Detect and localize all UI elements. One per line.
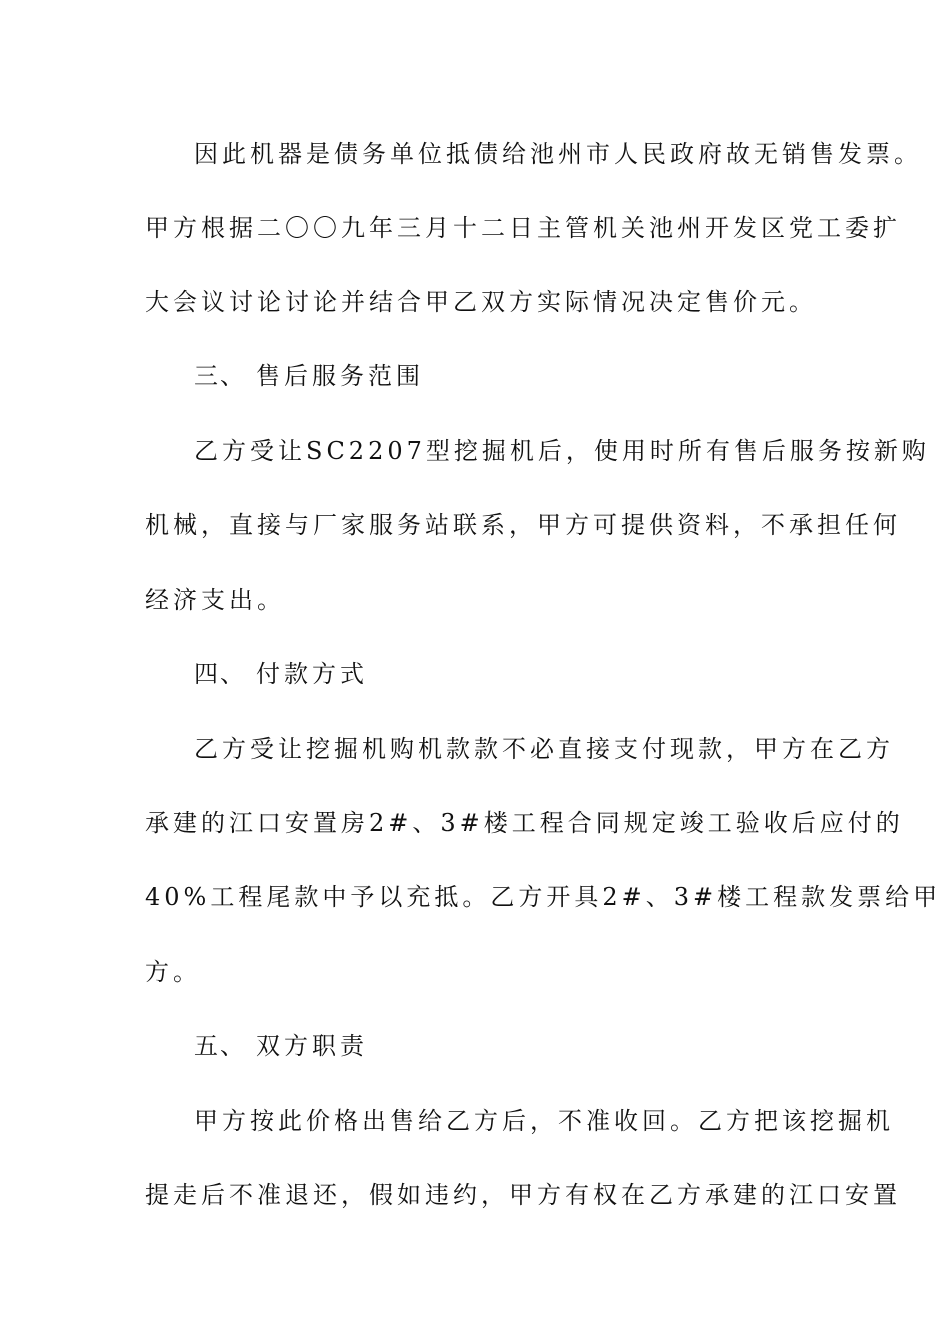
paragraph-line: 甲方按此价格出售给乙方后，不准收回。乙方把该挖掘机 [194,1107,894,1135]
paragraph-line: 大会议讨论讨论并结合甲乙双方实际情况决定售价元。 [145,288,817,316]
paragraph-line: 方。 [145,958,201,986]
paragraph-line: 机械，直接与厂家服务站联系，甲方可提供资料，不承担任何 [145,511,901,539]
section-number: 三、 [194,362,246,390]
section-heading [194,1031,874,1061]
section-title: 付款方式 [256,660,368,688]
section-heading [194,361,874,391]
paragraph-line: 经济支出。 [145,586,285,614]
section-number: 四、 [194,660,246,688]
section-number: 五、 [194,1032,246,1060]
paragraph-line: 乙方受让挖掘机购机款款不必直接支付现款，甲方在乙方 [194,735,894,763]
paragraph-line: 甲方根据二〇〇九年三月十二日主管机关池州开发区党工委扩 [145,214,901,242]
paragraph-line: 提走后不准退还，假如违约，甲方有权在乙方承建的江口安置 [145,1181,901,1209]
paragraph-line: 40%工程尾款中予以充抵。乙方开具2#、3#楼工程款发票给甲 [145,883,942,911]
paragraph-line: 承建的江口安置房2#、3#楼工程合同规定竣工验收后应付的 [145,809,904,837]
section-title: 双方职责 [256,1032,368,1060]
section-heading [194,659,874,689]
paragraph-line: 乙方受让SC2207型挖掘机后，使用时所有售后服务按新购 [194,437,930,465]
section-title: 售后服务范围 [256,362,424,390]
paragraph-line: 因此机器是债务单位抵债给池州市人民政府故无销售发票。 [194,140,922,168]
